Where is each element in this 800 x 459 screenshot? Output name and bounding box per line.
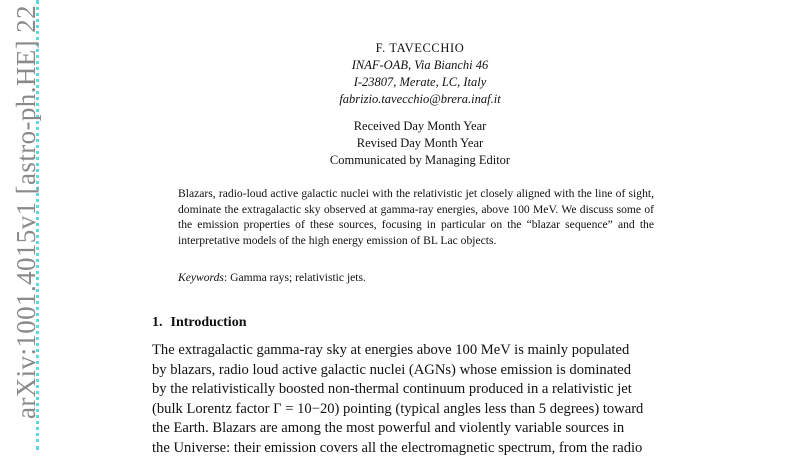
received-date: Received Day Month Year xyxy=(353,119,487,133)
keywords-text: : Gamma rays; relativistic jets. xyxy=(223,271,366,284)
section-heading xyxy=(152,314,246,332)
body-paragraph xyxy=(152,341,680,459)
author-name: F. TAVECCHIO xyxy=(375,41,465,55)
revised-date: Revised Day Month Year xyxy=(356,136,484,150)
body-line: the Earth. Blazars are among the most powerful and violently variable sources in xyxy=(152,420,625,437)
keywords-label: Keywords xyxy=(178,271,224,284)
keywords xyxy=(178,270,654,285)
body-line: by blazars, radio loud active galactic nuclei (AGNs) whose emission is dominated xyxy=(152,361,632,378)
body-line: (bulk Lorentz factor Γ = 10−20) pointing (typical angles less than 5 degrees) toward xyxy=(152,400,644,417)
affiliation-address: I-23807, Merate, LC, Italy xyxy=(353,75,487,89)
affiliation-block xyxy=(150,57,690,108)
communicated-by: Communicated by Managing Editor xyxy=(329,153,511,167)
body-line: by the relativistically boosted non-thermal continuum produced in a relativistic jet xyxy=(152,381,632,398)
body-line: The extragalactic gamma-ray sky at energies above 100 MeV is mainly populated xyxy=(152,342,630,358)
body-line: the Universe: their emission covers all the electromagnetic spectrum, from the radio xyxy=(152,439,643,456)
submission-dates xyxy=(150,118,690,169)
arxiv-identifier: arXiv:1001.4015v1 [astro-ph.HE] 22 xyxy=(11,5,41,420)
section-title: Introduction xyxy=(170,315,247,330)
section-number: 1. xyxy=(152,315,163,330)
abstract: Blazars, radio-loud active galactic nuclei with the relativistic jet closely aligned with the line of sight, dominate the extragalactic sky observed at gamma-ray energies, above 100 MeV. We discuss some of the emission properties of these sources, focusing in particular on the “blazar sequence” and the interpretative models of the high energy emission of BL Lac objects. xyxy=(178,187,654,247)
affiliation-email: fabrizio.tavecchio@brera.inaf.it xyxy=(339,92,501,106)
affiliation-institute: INAF-OAB, Via Bianchi 46 xyxy=(351,58,489,72)
